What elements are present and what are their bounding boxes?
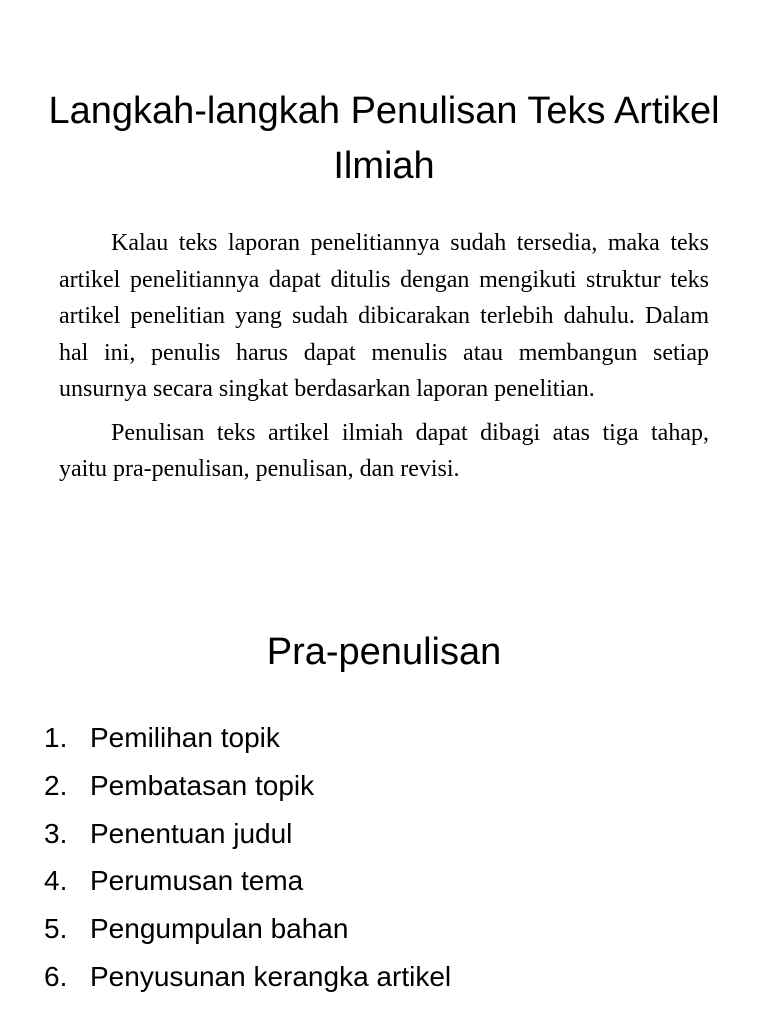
list-item [44, 905, 451, 953]
list-item [44, 857, 451, 905]
list-item [44, 714, 451, 762]
list-item-number: 5. [44, 913, 68, 945]
list-item-label: Perumusan tema [90, 865, 304, 897]
list-item-label: Pengumpulan bahan [90, 913, 349, 945]
paragraph: Kalau teks laporan penelitiannya sudah tersedia, maka teks artikel penelitiannya dapat ditulis dengan mengikuti struktur teks artikel penelitian yang sudah dibicarakan terlebih dahulu. Dalam hal ini, penulis harus dapat menulis atau membangun setiap unsurnya secara singkat berdasarkan laporan penelitian. [59, 230, 709, 402]
list-item [44, 810, 451, 858]
list-item-label: Penyusunan kerangka artikel [90, 960, 452, 992]
list-item-number: 6. [44, 960, 68, 992]
list-item-label: Pembatasan topik [90, 769, 315, 801]
list-item-number: 2. [44, 769, 68, 801]
list-item-number: 4. [44, 865, 68, 897]
list-item [44, 762, 451, 810]
paragraph: Penulisan teks artikel ilmiah dapat dibagi atas tiga tahap, yaitu pra-penulisan, penulisan, dan revisi. [59, 419, 709, 482]
list-item-label: Pemilihan topik [90, 722, 280, 753]
list-item-label: Penentuan judul [90, 817, 293, 849]
intro-text [59, 225, 709, 495]
list-item [44, 953, 451, 1001]
list-item-number: 3. [44, 817, 68, 849]
page-title: Langkah-langkah Penulisan Teks Artikel Ilmiah [48, 90, 720, 187]
list-item-number: 1. [44, 722, 68, 753]
steps-list [44, 714, 451, 1001]
section-heading: Pra-penulisan [266, 631, 502, 673]
